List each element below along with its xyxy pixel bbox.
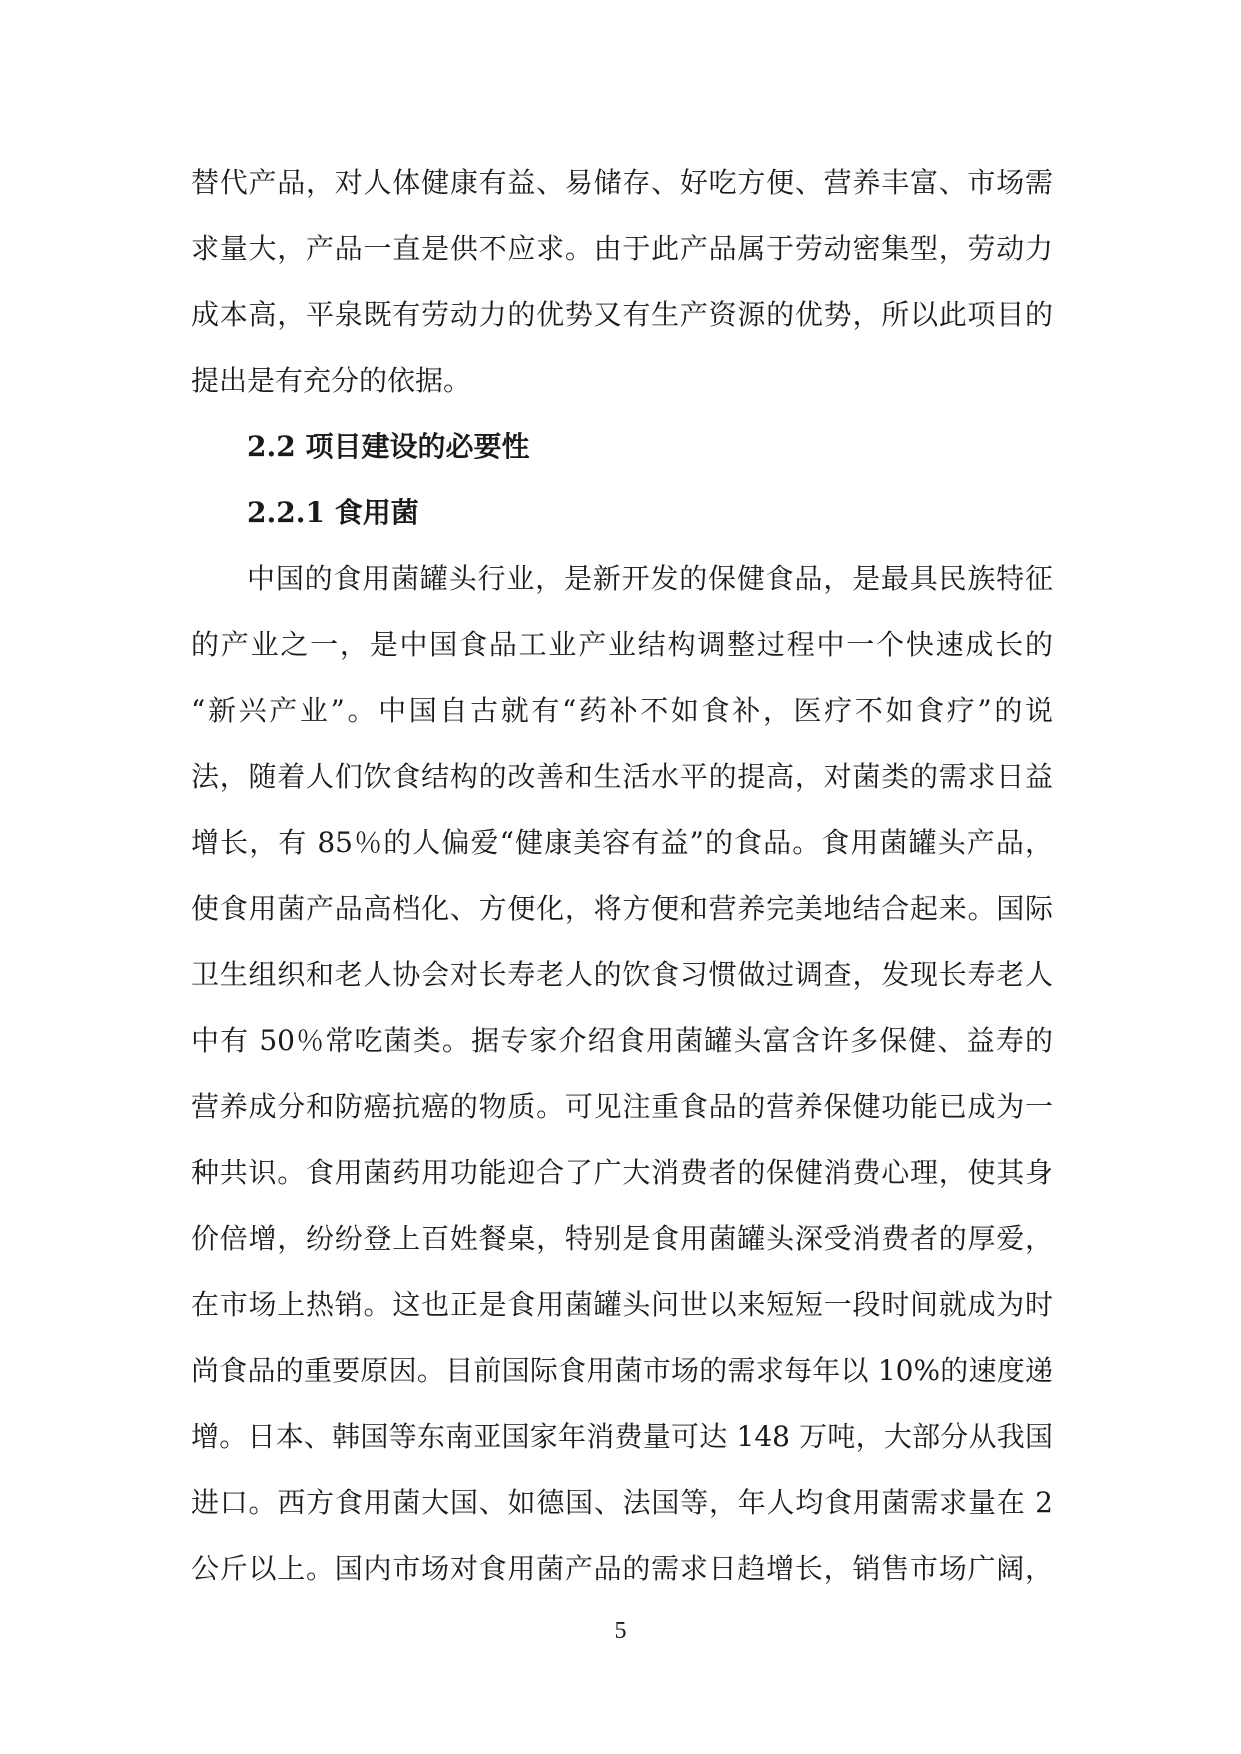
paragraph-line: 成本高，平泉既有劳动力的优势又有生产资源的优势，所以此项目的	[191, 298, 1053, 331]
paragraph-line: “新兴产业”。中国自古就有“药补不如食补，医疗不如食疗”的说	[191, 694, 1053, 727]
paragraph-line: 在市场上热销。这也正是食用菌罐头问世以来短短一段时间就成为时	[191, 1288, 1053, 1321]
paragraph-line: 公斤以上。国内市场对食用菌产品的需求日趋增长，销售市场广阔，	[191, 1552, 1053, 1585]
paragraph-line: 的产业之一，是中国食品工业产业结构调整过程中一个快速成长的	[191, 628, 1053, 661]
subsection-heading: 2.2.1 食用菌	[247, 496, 419, 529]
paragraph-line: 法，随着人们饮食结构的改善和生活水平的提高，对菌类的需求日益	[191, 760, 1053, 793]
paragraph-line: 中国的食用菌罐头行业，是新开发的保健食品，是最具民族特征	[247, 562, 1053, 595]
paragraph-line: 中有 50％常吃菌类。据专家介绍食用菌罐头富含许多保健、益寿的	[191, 1024, 1053, 1057]
paragraph-line: 营养成分和防癌抗癌的物质。可见注重食品的营养保健功能已成为一	[191, 1090, 1053, 1123]
paragraph-line: 增长，有 85％的人偏爱“健康美容有益”的食品。食用菌罐头产品，	[191, 826, 1053, 859]
page-content	[191, 158, 1053, 1610]
paragraph-line: 使食用菌产品高档化、方便化，将方便和营养完美地结合起来。国际	[191, 892, 1053, 925]
paragraph-line: 种共识。食用菌药用功能迎合了广大消费者的保健消费心理，使其身	[191, 1156, 1053, 1189]
paragraph-line: 提出是有充分的依据。	[191, 364, 472, 397]
paragraph-line: 增。日本、韩国等东南亚国家年消费量可达 148 万吨，大部分从我国	[191, 1420, 1053, 1453]
paragraph-line: 价倍增，纷纷登上百姓餐桌，特别是食用菌罐头深受消费者的厚爱，	[191, 1222, 1053, 1255]
paragraph-line: 替代产品，对人体健康有益、易储存、好吃方便、营养丰富、市场需	[191, 166, 1053, 199]
paragraph-line: 进口。西方食用菌大国、如德国、法国等，年人均食用菌需求量在 2	[191, 1486, 1053, 1519]
section-heading: 2.2 项目建设的必要性	[247, 430, 530, 463]
paragraph-line: 卫生组织和老人协会对长寿老人的饮食习惯做过调查，发现长寿老人	[191, 958, 1053, 991]
paragraph-line: 尚食品的重要原因。目前国际食用菌市场的需求每年以 10%的速度递	[191, 1354, 1053, 1387]
page-number: 5	[614, 1618, 627, 1644]
paragraph-line: 求量大，产品一直是供不应求。由于此产品属于劳动密集型，劳动力	[191, 232, 1053, 265]
